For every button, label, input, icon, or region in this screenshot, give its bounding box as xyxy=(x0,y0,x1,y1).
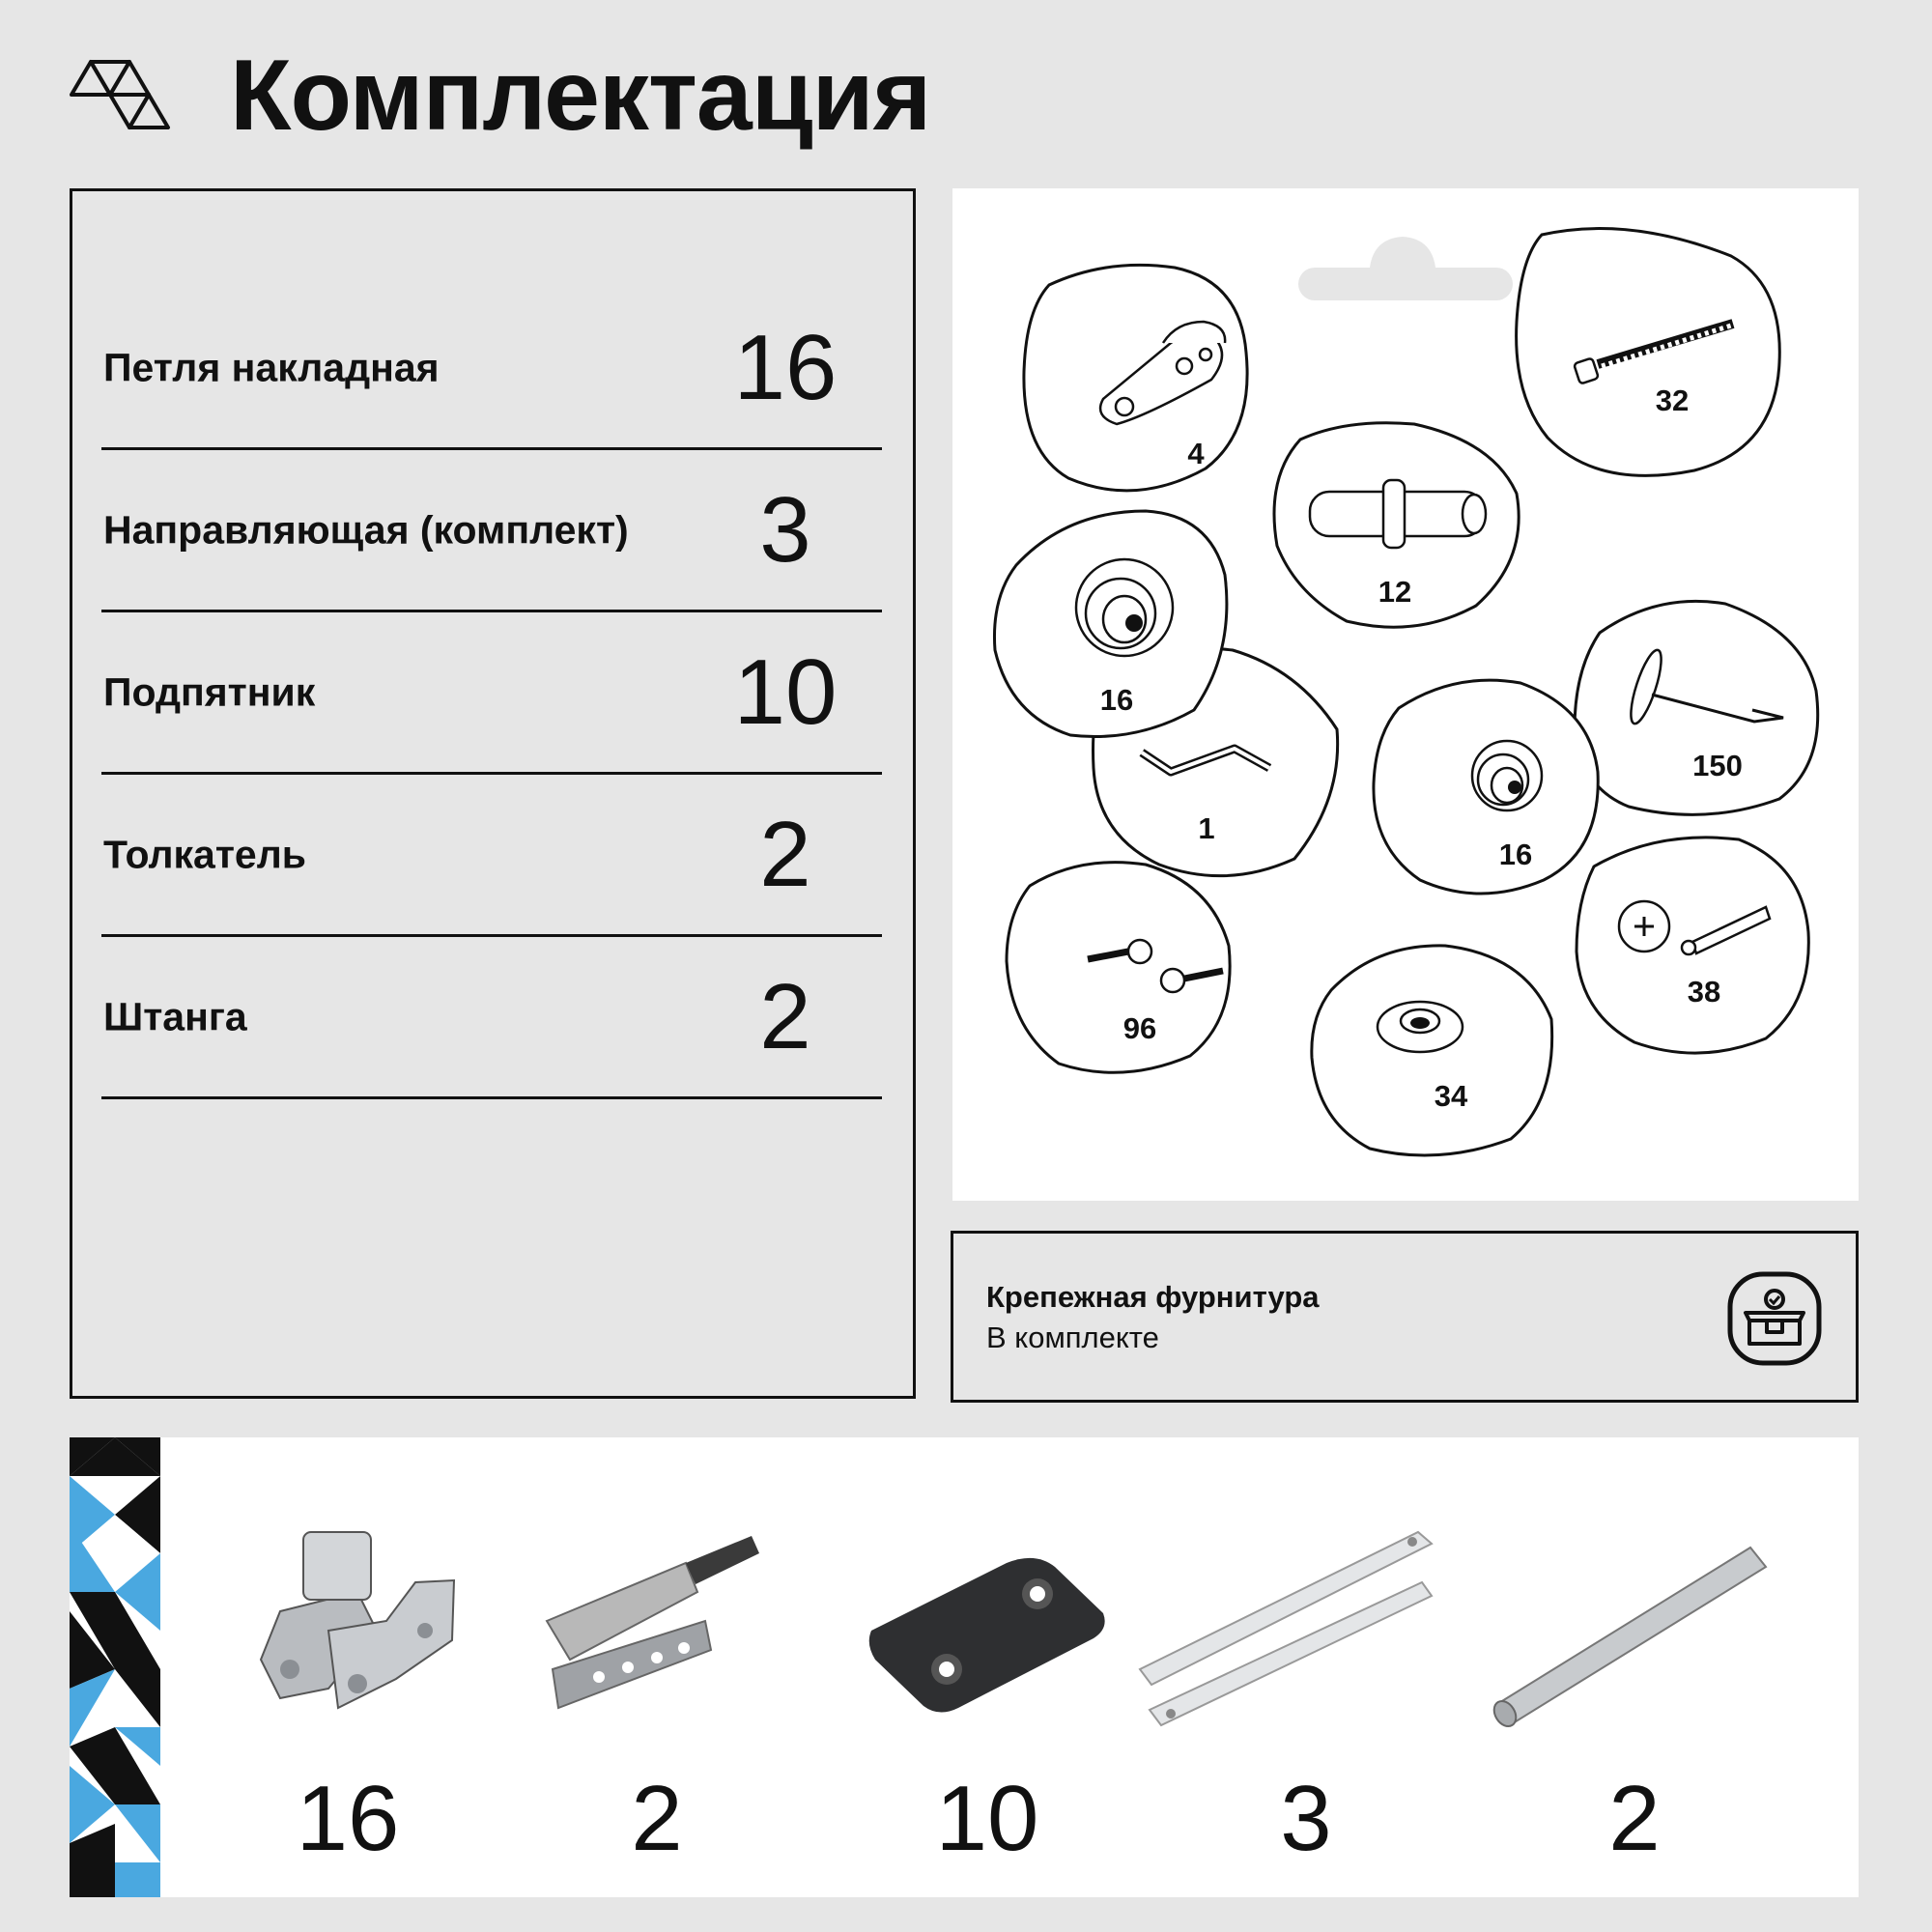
product-quantity: 10 xyxy=(935,1767,1039,1870)
item-quantity: 10 xyxy=(733,639,838,744)
decorative-pattern xyxy=(70,1437,160,1897)
products-strip xyxy=(70,1437,1859,1897)
item-label: Подпятник xyxy=(103,669,316,714)
hinge-photo xyxy=(222,1524,473,1737)
item-label: Толкатель xyxy=(103,832,306,876)
item-quantity: 2 xyxy=(759,964,811,1068)
wood-screws-part xyxy=(1007,863,1230,1073)
fasteners-title: Крепежная фурнитура xyxy=(986,1280,1320,1314)
list-item xyxy=(101,288,882,450)
cam-housing-part xyxy=(1374,680,1598,894)
hardware-bag-illustration xyxy=(952,188,1859,1201)
product-drawer-runner xyxy=(1132,1437,1480,1897)
product-quantity: 3 xyxy=(1280,1767,1332,1870)
item-quantity: 16 xyxy=(733,315,838,419)
confirmat-screw-part xyxy=(1517,229,1780,476)
cam-lock-set-part xyxy=(1577,838,1808,1053)
product-push-latch xyxy=(541,1437,773,1897)
drawer-runner-photo xyxy=(1132,1524,1480,1737)
hardware-count: 16 xyxy=(1099,683,1134,717)
hardware-count: 38 xyxy=(1687,975,1721,1009)
item-label: Направляющая (комплект) xyxy=(103,507,629,552)
nail-part xyxy=(1575,601,1818,814)
product-rod xyxy=(1490,1437,1779,1897)
fasteners-status: В комплекте xyxy=(986,1321,1159,1354)
hardware-count: 12 xyxy=(1378,575,1412,609)
rod-photo xyxy=(1490,1524,1779,1737)
item-quantity: 3 xyxy=(759,477,811,582)
hardware-count: 34 xyxy=(1434,1079,1468,1113)
bag-hanger-icon xyxy=(1298,237,1513,300)
glide-pad-photo xyxy=(862,1524,1113,1737)
product-quantity: 2 xyxy=(1608,1767,1661,1870)
list-item xyxy=(101,775,882,937)
list-item xyxy=(101,612,882,775)
push-latch-photo xyxy=(541,1524,773,1737)
product-quantity: 16 xyxy=(296,1767,400,1870)
hardware-count: 32 xyxy=(1655,384,1690,417)
item-label: Петля накладная xyxy=(103,345,440,389)
product-glide-pad xyxy=(862,1437,1113,1897)
item-label: Штанга xyxy=(103,994,247,1038)
list-item xyxy=(101,450,882,612)
box-check-icon xyxy=(1726,1270,1823,1367)
contents-list xyxy=(70,188,916,1399)
hardware-count: 150 xyxy=(1692,749,1743,782)
page-title: Комплектация xyxy=(230,40,931,152)
fasteners-info-box xyxy=(951,1231,1859,1403)
product-quantity: 2 xyxy=(631,1767,683,1870)
product-hinge xyxy=(222,1437,473,1897)
item-quantity: 2 xyxy=(759,802,811,906)
hardware-count: 4 xyxy=(1187,437,1205,470)
brand-logo-icon xyxy=(70,56,176,133)
list-item xyxy=(101,937,882,1099)
hardware-count: 1 xyxy=(1198,811,1215,845)
hardware-count: 96 xyxy=(1122,1011,1157,1045)
hanger-bracket-part xyxy=(1024,265,1247,490)
hardware-count: 16 xyxy=(1498,838,1533,871)
washer-part xyxy=(1312,946,1552,1155)
